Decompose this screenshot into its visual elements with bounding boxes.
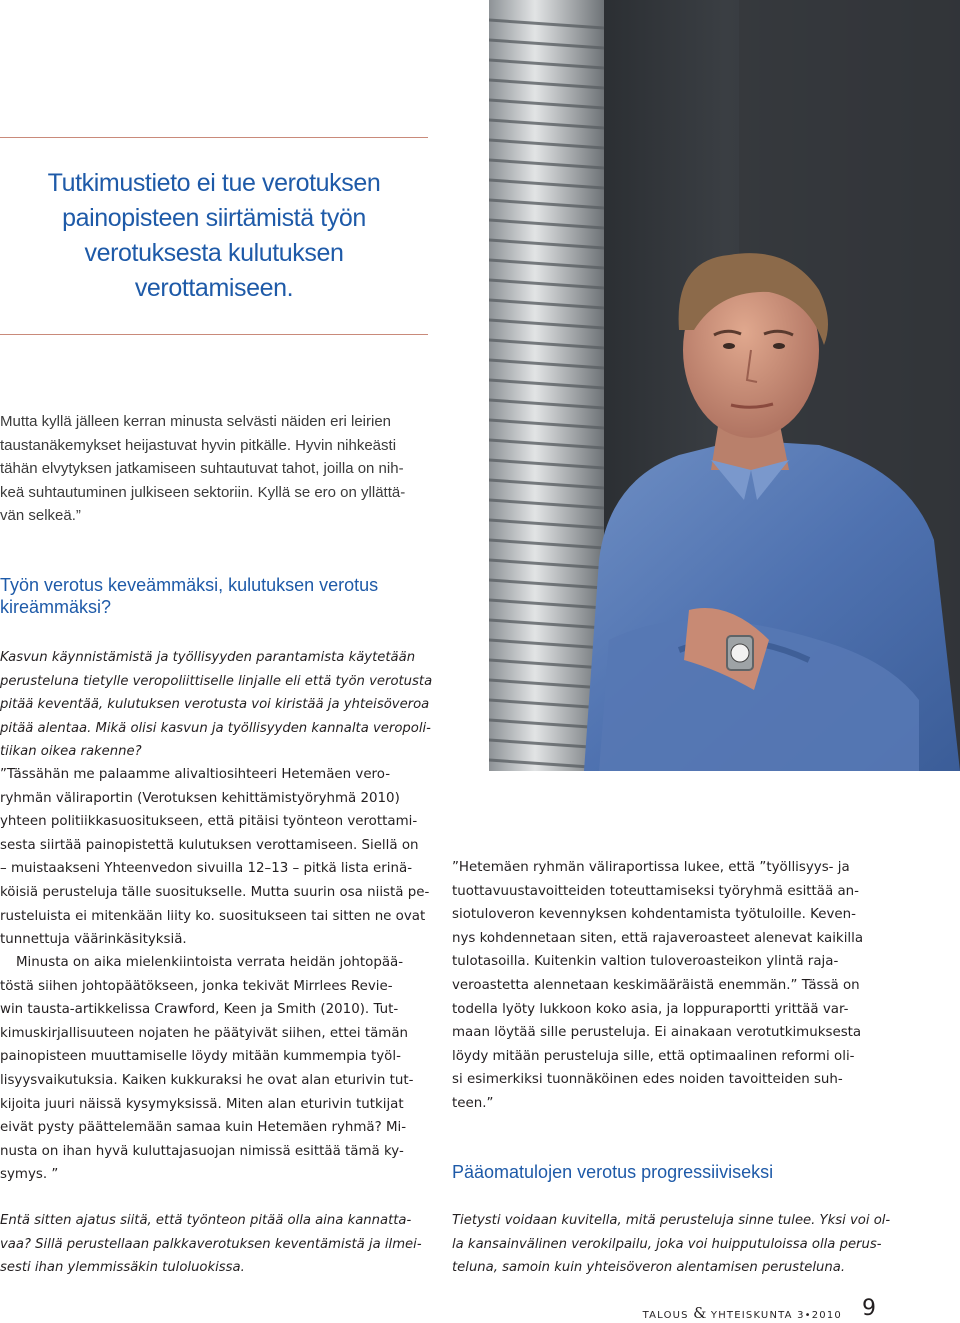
interview-answer-2 bbox=[0, 951, 430, 1187]
pull-quote-line: Tutkimustieto ei tue verotuksen bbox=[47, 169, 381, 197]
pullquote-top-rule bbox=[0, 137, 428, 138]
pull-quote-line: painopisteen siirtämistä työn bbox=[62, 204, 366, 232]
publication-name-part1: TALOUS bbox=[642, 1310, 689, 1321]
text-line: löydy mitään perusteluja sille, että optimaalinen reformi oli- bbox=[452, 1048, 855, 1064]
text-line: köisiä perusteluja tälle suositukselle. Mutta suurin osa niistä pe- bbox=[0, 884, 430, 900]
text-line: vän selkeä.” bbox=[0, 507, 81, 525]
intro-paragraph bbox=[0, 410, 428, 528]
subheading-work-taxation bbox=[0, 574, 430, 618]
text-line: töstä siihen johtopäätökseen, jonka tekivät Mirrlees Revie- bbox=[0, 978, 393, 994]
text-line: lisyysvaikutuksia. Kaiken kukkuraksi he ovat alan eturivin tut- bbox=[0, 1072, 414, 1088]
subheading-line: Työn verotus keveämmäksi, kulutuksen verotus bbox=[0, 575, 379, 595]
text-line: eivät pysty päättelemään samaa kuin Hetemäen ryhmä? Mi- bbox=[0, 1120, 407, 1136]
interview-question-1 bbox=[0, 646, 433, 764]
text-line: Tietysti voidaan kuvitella, mitä perusteluja sinne tulee. Yksi voi ol- bbox=[452, 1213, 891, 1228]
text-line: – muistaakseni Yhteenvedon sivuilla 12–13 – pitkä lista erinä- bbox=[0, 861, 413, 877]
subheading-line: Pääomatulojen verotus progressiiviseksi bbox=[452, 1162, 774, 1182]
text-line: Minusta on aika mielenkiintoista verrata heidän johtopää- bbox=[16, 955, 404, 970]
text-line: Entä sitten ajatus siitä, että työnteon pitää olla aina kannatta- bbox=[0, 1213, 412, 1228]
text-line: tunnettuja väärinkäsityksiä. bbox=[0, 932, 187, 948]
text-line: win tausta-artikkelissa Crawford, Keen ja Smith (2010). Tut- bbox=[0, 1002, 399, 1018]
text-line: painopisteen muuttamiselle löydy mitään kummempia työl- bbox=[0, 1049, 401, 1065]
text-line: tiikan oikea rakenne? bbox=[0, 744, 142, 759]
portrait-illustration bbox=[489, 0, 960, 771]
text-line: kijoita juuri näissä kysymyksissä. Miten alan eturivin tutkijat bbox=[0, 1096, 404, 1112]
publication-ampersand: & bbox=[693, 1304, 707, 1322]
text-line: nusta on ihan hyvä kuluttajasuojan nimissä esittää tämä ky- bbox=[0, 1143, 404, 1159]
interview-question-2 bbox=[0, 1209, 430, 1280]
text-line: vaa? Sillä perustellaan palkkaverotuksen keventämistä ja ilmei- bbox=[0, 1236, 422, 1252]
publication-name bbox=[643, 1304, 842, 1322]
pull-quote-line: verottamiseen. bbox=[134, 274, 294, 302]
publication-name-part2: YHTEISKUNTA 3•2010 bbox=[710, 1310, 842, 1321]
text-line: veroastetta alennetaan keskimääräistä enemmän.” Tässä on bbox=[452, 977, 860, 993]
text-line: tuottavuustavoitteiden toteuttamiseksi työryhmä esittää an- bbox=[452, 883, 859, 899]
text-line: sesti ihan ylemmissäkin tuloluokissa. bbox=[0, 1260, 245, 1275]
text-line: rusteluista ei mitenkään liity ko. suositukseen tai sitten ne ovat bbox=[0, 908, 426, 924]
text-line: Kasvun käynnistämistä ja työllisyyden parantamista käytetään bbox=[0, 650, 416, 665]
interview-answer-right bbox=[452, 856, 882, 1116]
text-line: teluna, samoin kuin yhteisöveron alentamisen perusteluna. bbox=[452, 1260, 846, 1275]
text-line: ”Hetemäen ryhmän väliraportissa lukee, että ”työllisyys- ja bbox=[452, 860, 850, 875]
text-line: la kansainvälinen verokilpailu, joka voi huipputuloissa olla perus- bbox=[452, 1236, 882, 1252]
text-line: Mutta kyllä jälleen kerran minusta selvästi näiden eri leirien bbox=[0, 413, 392, 430]
interview-answer-1 bbox=[0, 763, 430, 952]
pull-quote-line: verotuksesta kulutuksen bbox=[84, 239, 344, 267]
interviewee-photo bbox=[489, 0, 960, 771]
pull-quote bbox=[0, 166, 428, 306]
text-line: yhteen politiikkasuositukseen, että pitäisi työnteon verottami- bbox=[0, 814, 418, 830]
text-line: tähän elvytyksen jatkamiseen suhtautuvat tahot, joilla on nih- bbox=[0, 460, 404, 478]
text-line: ryhmän väliraportin (Verotuksen kehittämistyöryhmä 2010) bbox=[0, 790, 400, 806]
subheading-capital-income bbox=[452, 1161, 882, 1183]
text-line: siotuloveron kevennyksen kohdentamista työtuloille. Keven- bbox=[452, 907, 856, 923]
text-line: taustanäkemykset heijastuvat hyvin pitkälle. Hyvin nihkeästi bbox=[0, 436, 397, 454]
text-line: sesta siirtää painopistettä kulutuksen verottamiseen. Siellä on bbox=[0, 837, 419, 853]
interview-question-3 bbox=[452, 1209, 891, 1280]
text-line: keä suhtautuminen julkiseen sektoriin. Kyllä se ero on yllättä- bbox=[0, 483, 406, 501]
text-line: pitää alentaa. Mikä olisi kasvun ja työllisyyden kannalta veropoli- bbox=[0, 720, 431, 736]
text-line: si esimerkiksi tuonnäköinen edes noiden tavoitteiden suh- bbox=[452, 1072, 843, 1088]
text-line: tulotasoilla. Kuitenkin valtion tuloveroasteikon ylintä raja- bbox=[452, 954, 839, 970]
text-line: kimuskirjallisuuteen nojaten he päätyivät siihen, ettei tämän bbox=[0, 1025, 409, 1041]
text-line: pitää keventää, kulutuksen verotusta voi kiristää ja yhteisöveroa bbox=[0, 697, 430, 712]
subheading-line: kireämmäksi? bbox=[0, 597, 112, 617]
text-line: maan löytää sille perusteluja. Ei ainakaan verotutkimuksesta bbox=[452, 1025, 862, 1041]
page-number: 9 bbox=[862, 1296, 876, 1321]
pullquote-bottom-rule bbox=[0, 334, 428, 335]
text-line: todella lyöty lukkoon koko asia, ja loppuraportti yrittää var- bbox=[452, 1001, 849, 1017]
text-line: perusteluna tietylle veropoliittiselle linjalle eli että työn verotusta bbox=[0, 673, 433, 689]
text-line: nys kohdennetaan siten, että rajaveroasteet alenevat kaikilla bbox=[452, 930, 864, 946]
text-line: ”Tässähän me palaamme alivaltiosihteeri Hetemäen vero- bbox=[0, 767, 391, 782]
text-line: symys. ” bbox=[0, 1167, 59, 1183]
text-line: teen.” bbox=[452, 1095, 494, 1111]
